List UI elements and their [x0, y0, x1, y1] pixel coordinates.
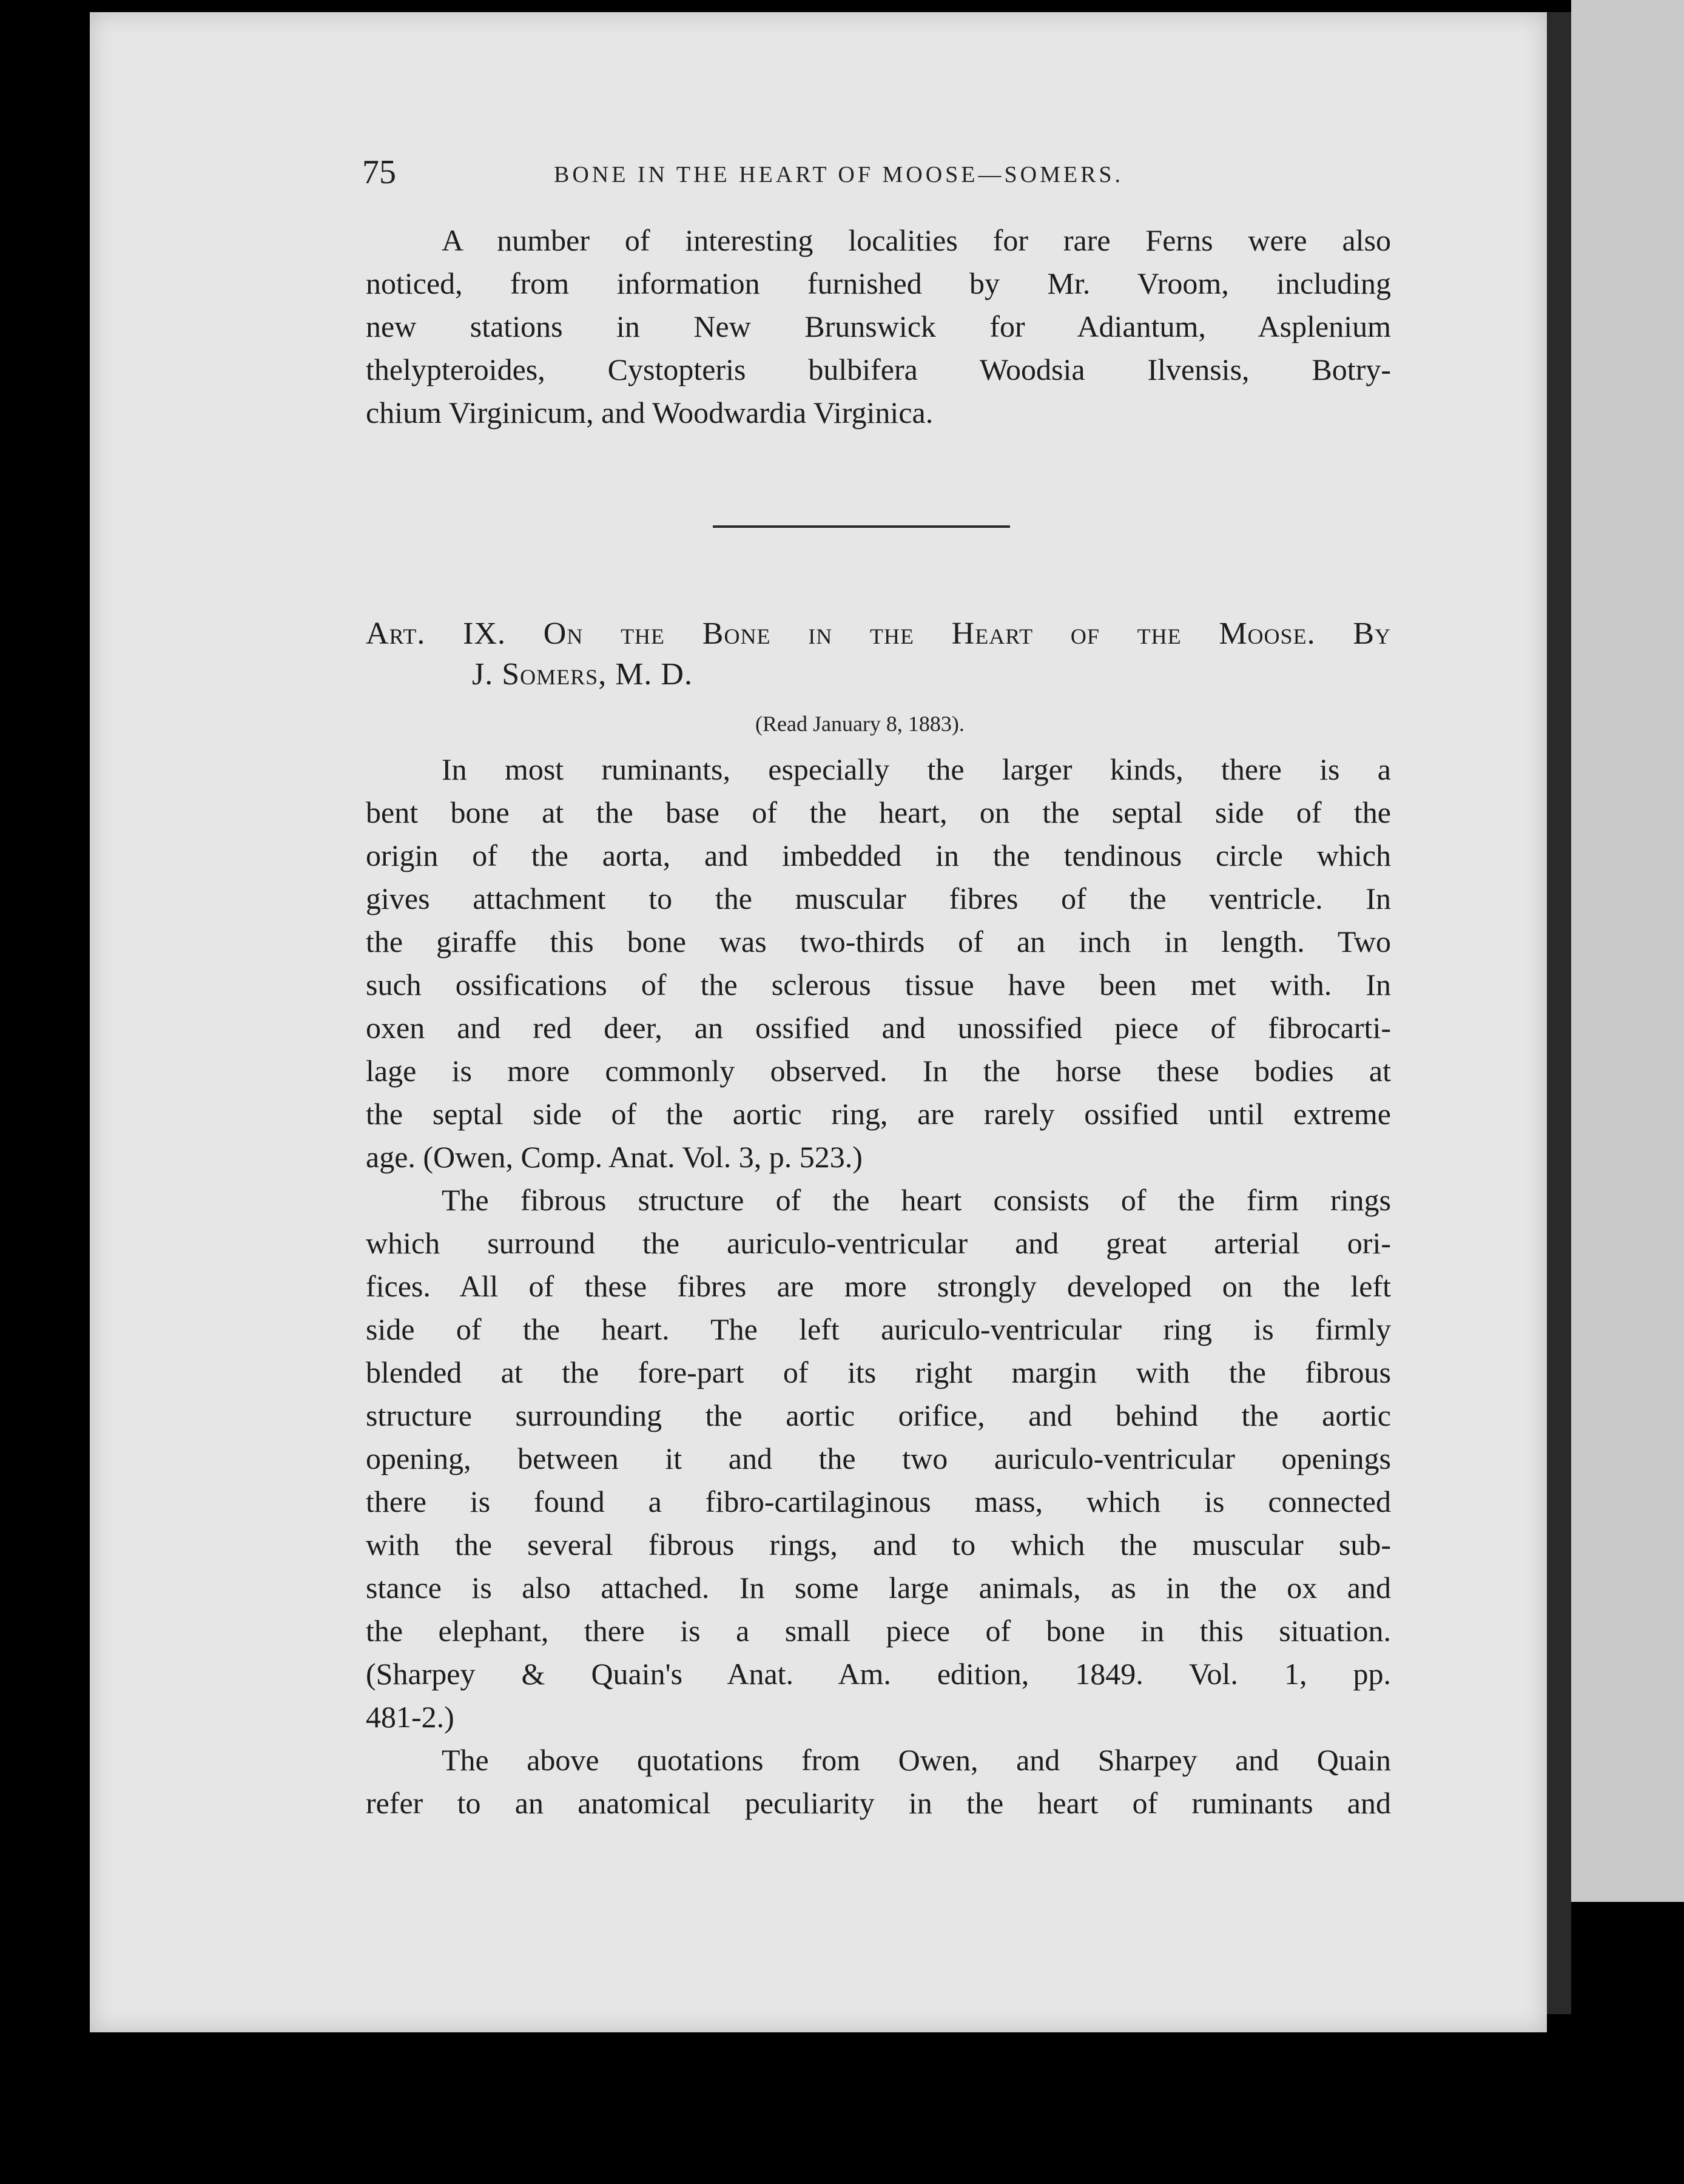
page-number: 75 [362, 153, 396, 191]
page-edge-shadow [1547, 12, 1571, 2014]
running-title: BONE IN THE HEART OF MOOSE—SOMERS. [554, 162, 1124, 187]
text-line: bent bone at the base of the heart, on the septal side of the [366, 795, 1391, 829]
running-head [362, 153, 1393, 201]
text-line: opening, between it and the two auriculo-ventricular openings [366, 1441, 1391, 1475]
text-line: side of the heart. The left auriculo-ventricular ring is firmly [366, 1312, 1391, 1346]
text-line: lage is more commonly observed. In the horse these bodies at [366, 1054, 1391, 1088]
text-line: new stations in New Brunswick for Adiantum, Asplenium [366, 309, 1391, 343]
text-line: there is found a fibro-cartilaginous mass, which is connected [366, 1485, 1391, 1518]
text-line: gives attachment to the muscular fibres of the ventricle. In [366, 881, 1391, 915]
text-line: chium Virginicum, and Woodwardia Virginica. [366, 396, 934, 430]
text-line: the septal side of the aortic ring, are rarely ossified until extreme [366, 1097, 1391, 1131]
article-author: J. Somers, M. D. [472, 657, 693, 692]
article-heading [366, 616, 1391, 692]
text-line: origin of the aorta, and imbedded in the tendinous circle which [366, 838, 1391, 872]
text-line: The above quotations from Owen, and Sharpey and Quain [442, 1743, 1391, 1777]
text-line: fices. All of these fibres are more strongly developed on the left [366, 1269, 1391, 1303]
paragraph-2 [366, 1179, 1391, 1739]
text-line: the elephant, there is a small piece of bone in this situation. [366, 1614, 1391, 1648]
article-title: Art. IX. On the Bone in the Heart of the Moose. By [366, 616, 1391, 651]
paragraph-1 [366, 748, 1391, 1179]
section-divider [713, 525, 1010, 528]
text-line: In most ruminants, especially the larger kinds, there is a [442, 752, 1391, 786]
text-line: such ossifications of the sclerous tissue have been met with. In [366, 968, 1391, 1002]
text-line: 481-2.) [366, 1700, 454, 1734]
adjacent-page-edge [1571, 0, 1684, 1902]
text-line: noticed, from information furnished by Mr. Vroom, including [366, 266, 1391, 300]
text-line: age. (Owen, Comp. Anat. Vol. 3, p. 523.) [366, 1140, 863, 1174]
text-line: (Sharpey & Quain's Anat. Am. edition, 1849. Vol. 1, pp. [366, 1657, 1391, 1691]
text-line: oxen and red deer, an ossified and unossified piece of fibrocarti- [366, 1011, 1391, 1045]
text-line: with the several fibrous rings, and to which the muscular sub- [366, 1528, 1391, 1562]
ferns-paragraph [366, 219, 1391, 434]
text-line: blended at the fore-part of its right margin with the fibrous [366, 1355, 1391, 1389]
text-line: the giraffe this bone was two-thirds of an inch in length. Two [366, 925, 1391, 959]
text-line: stance is also attached. In some large animals, as in the ox and [366, 1571, 1391, 1605]
paragraph-3 [366, 1739, 1391, 1825]
text-line: structure surrounding the aortic orifice, and behind the aortic [366, 1398, 1391, 1432]
text-line: which surround the auriculo-ventricular and great arterial ori- [366, 1226, 1391, 1260]
text-line: A number of interesting localities for rare Ferns were also [442, 223, 1391, 257]
text-line: refer to an anatomical peculiarity in the heart of ruminants and [366, 1786, 1391, 1820]
text-line: The fibrous structure of the heart consists of the firm rings [442, 1183, 1391, 1217]
read-date: (Read January 8, 1883). [755, 712, 965, 736]
text-line: thelypteroides, Cystopteris bulbifera Woodsia Ilvensis, Botry- [366, 352, 1391, 386]
